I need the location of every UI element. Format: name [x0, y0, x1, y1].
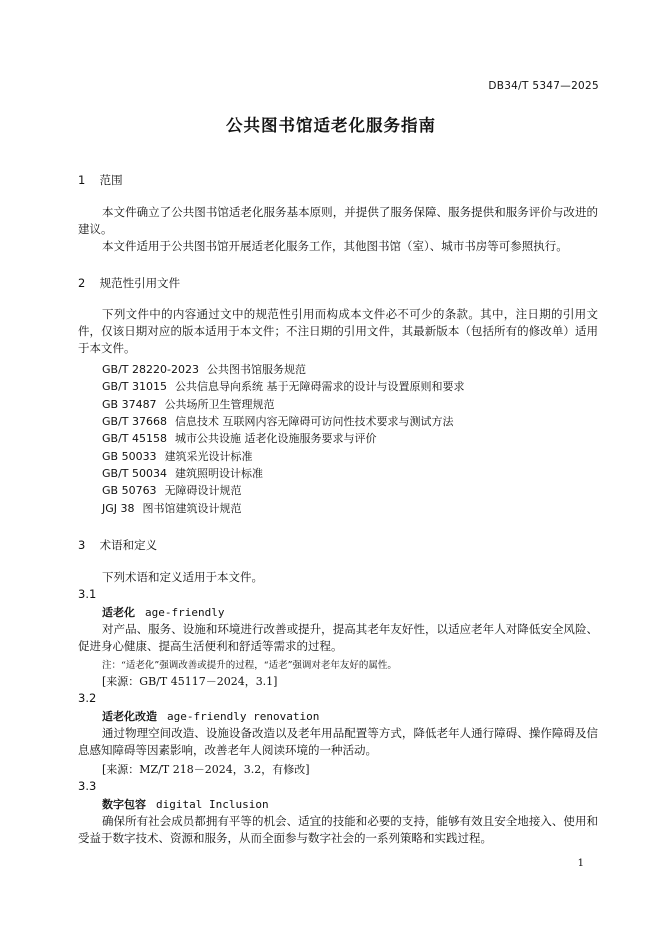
term-definition: 通过物理空间改造、设施设备改造以及老年用品配置等方式，降低老年人通行障碍、操作障碍及信息感知障碍等因素影响，改善老年人阅读环境的一种活动。: [78, 726, 598, 757]
term-entry: [102, 604, 224, 620]
term-en: age-friendly renovation: [167, 710, 320, 723]
reference-item: GB 50033 建筑采光设计标准: [102, 450, 253, 463]
term-definition: 确保所有社会成员都拥有平等的机会、适宜的技能和必要的支持，能够有效且安全地接入、使用和受益于数字技术、资源和服务，从而全面参与数字社会的一系列策略和实践过程。: [78, 814, 598, 845]
document-title: 公共图书馆适老化服务指南: [226, 116, 436, 135]
section-heading-terms-and-definitions: [78, 537, 157, 553]
section-title: 规范性引用文件: [99, 276, 181, 290]
document-code: DB34/T 5347—2025: [488, 80, 599, 92]
paragraph: 下列文件中的内容通过文中的规范性引用而构成本文件必不可少的条款。其中，注日期的引用文件，仅该日期对应的版本适用于本文件；不注日期的引用文件，其最新版本（包括所有的修改单）适用于本文件。: [78, 307, 598, 355]
term-number: 3.2: [78, 691, 97, 705]
term-note: 注：“适老化”强调改善或提升的过程，“适老”强调对老年友好的属性。: [102, 660, 397, 671]
term-number: 3.3: [78, 779, 97, 793]
section-number: 3: [78, 538, 86, 552]
reference-item: GB/T 37668 信息技术 互联网内容无障碍可访问性技术要求与测试方法: [102, 415, 454, 428]
term-source: [来源：MZ/T 218－2024，3.2，有修改]: [102, 763, 310, 776]
section-heading-normative-references: [78, 275, 180, 291]
term-definition: 对产品、服务、设施和环境进行改善或提升，提高其老年友好性，以适应老年人对降低安全风险、促进身心健康、提高生活便利和舒适等需求的过程。: [78, 622, 598, 653]
section-heading-scope: [78, 172, 123, 188]
term-entry: [102, 708, 319, 724]
term-zh: 适老化: [102, 606, 135, 619]
term-entry: [102, 796, 269, 812]
term-source: [来源：GB/T 45117－2024，3.1]: [102, 675, 278, 688]
section-number: 2: [78, 276, 86, 290]
section-title: 术语和定义: [99, 538, 158, 552]
section-number: 1: [78, 173, 86, 187]
reference-item: GB/T 31015 公共信息导向系统 基于无障碍需求的设计与设置原则和要求: [102, 380, 465, 393]
section-title: 范围: [99, 173, 123, 187]
paragraph: 本文件确立了公共图书馆适老化服务基本原则，并提供了服务保障、服务提供和服务评价与改进的建议。: [78, 205, 598, 236]
paragraph: 下列术语和定义适用于本文件。: [102, 570, 263, 584]
reference-item: GB 50763 无障碍设计规范: [102, 484, 242, 497]
term-zh: 适老化改造: [102, 710, 157, 723]
page-number: 1: [577, 858, 584, 869]
reference-item: GB/T 45158 城市公共设施 适老化设施服务要求与评价: [102, 432, 377, 445]
term-number: 3.1: [78, 587, 97, 601]
reference-item: JGJ 38 图书馆建筑设计规范: [102, 502, 242, 515]
reference-item: GB/T 50034 建筑照明设计标准: [102, 467, 263, 480]
term-en: age-friendly: [145, 606, 225, 619]
paragraph: 本文件适用于公共图书馆开展适老化服务工作，其他图书馆（室）、城市书房等可参照执行。: [102, 239, 568, 253]
term-en: digital Inclusion: [156, 798, 269, 811]
reference-item: GB/T 28220-2023 公共图书馆服务规范: [102, 363, 306, 376]
term-zh: 数字包容: [102, 798, 146, 811]
reference-item: GB 37487 公共场所卫生管理规范: [102, 398, 275, 411]
